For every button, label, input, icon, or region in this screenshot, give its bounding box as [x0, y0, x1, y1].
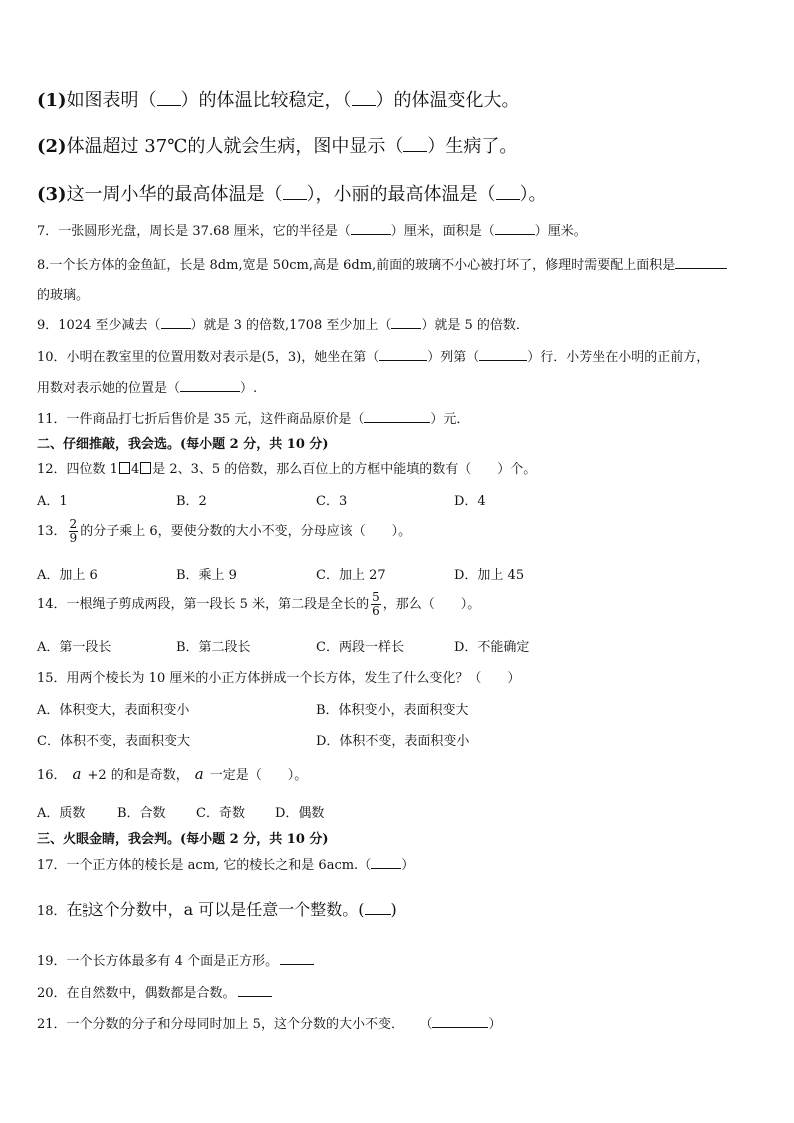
answer-blank[interactable] [371, 856, 401, 869]
q12-option-d[interactable]: D．4 [454, 494, 486, 509]
question-19 [37, 950, 314, 969]
answer-blank[interactable] [180, 379, 240, 392]
question-11 [37, 408, 469, 427]
q14-text-a: 14．一根绳子剪成两段，第一段长 5 米，第二段是全长的 [37, 597, 370, 612]
q16-prefix: 16． [37, 768, 67, 783]
q20-text-a: 20．在自然数中，偶数都是合数。 [37, 986, 236, 1001]
question-10-cont [37, 377, 257, 396]
q13-option-d[interactable]: D．加上 45 [454, 568, 525, 583]
q14-option-a[interactable]: A．第一段长 [37, 640, 112, 655]
question-9 [37, 314, 529, 333]
q19-text-a: 19．一个长方体最多有 4 个面是正方形。 [37, 954, 279, 969]
subquestion-2 [37, 132, 517, 158]
q17-text-b: ） [401, 858, 415, 873]
q8-text-a: 8.一个长方体的金鱼缸，长是 8dm,宽是 50cm,高是 6dm,前面的玻璃不小心被打坏了，修理时需要配上面积是 [37, 258, 676, 273]
digit-box[interactable] [140, 462, 151, 474]
question-8 [37, 254, 727, 273]
q12-text-c: 是 2、3、5 的倍数，那么百位上的方框中能填的数有（ ）个。 [152, 462, 537, 477]
q14-text-b: ，那么（ ）。 [382, 597, 481, 612]
sq2-text-b: ）生病了。 [427, 136, 518, 157]
answer-blank[interactable] [365, 900, 391, 915]
answer-blank[interactable] [495, 222, 535, 235]
q18-text-b: 这个分数中，a 可以是任意一个整数。( [87, 900, 365, 919]
question-8-cont [37, 284, 89, 303]
q21-text-c: ） [488, 1017, 502, 1032]
q10-text-c: ）行．小芳坐在小明的正前方， [527, 350, 710, 365]
q14-option-d[interactable]: D．不能确定 [454, 640, 530, 655]
variable-a: a [194, 765, 204, 783]
q10-text-b: ）列第（ [427, 350, 480, 365]
q16-text-b: 一定是（ ）。 [209, 768, 308, 783]
q14-option-c[interactable]: C．两段一样长 [316, 640, 404, 655]
q16-option-c[interactable]: C．奇数 [196, 806, 245, 821]
question-17 [37, 854, 414, 873]
question-21 [37, 1013, 501, 1032]
answer-blank[interactable] [238, 984, 272, 997]
sq1-number: (1) [37, 90, 67, 111]
q10-text-d: 用数对表示她的位置是（ [37, 381, 181, 396]
answer-blank[interactable] [391, 316, 421, 329]
q9-text-b: ）就是 3 的倍数,1708 至少加上（ [190, 318, 392, 333]
sq3-text-b: ），小丽的最高体温是（ [306, 184, 496, 205]
q8-text-b: 的玻璃。 [37, 288, 90, 303]
q12-text-a: 12．四位数 1 [37, 462, 118, 477]
q15-option-b[interactable]: B．体积变小，表面积变大 [316, 703, 469, 718]
q16-option-a[interactable]: A．质数 [37, 806, 86, 821]
q9-text-a: 9．1024 至少减去（ [37, 318, 161, 333]
answer-blank[interactable] [161, 316, 191, 329]
q15-option-c[interactable]: C．体积不变，表面积变大 [37, 734, 190, 749]
sq1-text-c: ）的体温变化大。 [375, 90, 520, 111]
q12-option-a[interactable]: A．1 [37, 494, 68, 509]
fraction-2-9: $\frac{2}{9}$ [69, 517, 78, 545]
answer-blank[interactable] [352, 89, 376, 106]
variable-a: a [72, 765, 82, 783]
fraction-5-6: $\frac{5}{6}$ [372, 590, 380, 618]
q16-option-d[interactable]: D．偶数 [275, 806, 325, 821]
q7-text-a: 7．一张圆形光盘，周长是 37.68 厘米，它的半径是（ [37, 224, 351, 239]
sq3-number: (3) [37, 184, 67, 205]
sq1-text-a: 如图表明（ [66, 90, 157, 111]
q18-text-c: ) [390, 900, 397, 919]
q13-option-c[interactable]: C．加上 27 [316, 568, 386, 583]
question-20 [37, 982, 272, 1001]
answer-blank[interactable] [496, 183, 520, 200]
answer-blank[interactable] [675, 256, 727, 269]
answer-blank[interactable] [379, 348, 427, 361]
answer-blank[interactable] [157, 89, 181, 106]
section-3-title: 三、火眼金睛，我会判。(每小题 2 分，共 10 分) [37, 832, 329, 847]
subquestion-3 [37, 180, 547, 206]
q13-option-b[interactable]: B．乘上 9 [176, 568, 237, 583]
answer-blank[interactable] [479, 348, 527, 361]
q17-text-a: 17．一个正方体的棱长是 acm, 它的棱长之和是 6acm.（ [37, 858, 372, 873]
digit-box[interactable] [119, 462, 130, 474]
fraction-a-5: $\frac{a}{5}$ [82, 901, 88, 919]
answer-blank[interactable] [283, 183, 307, 200]
sq3-text-c: ）。 [519, 184, 547, 205]
sq2-number: (2) [37, 136, 67, 157]
question-14 [37, 591, 480, 618]
section-2-title: 二、仔细推敲，我会选。(每小题 2 分，共 10 分) [37, 437, 329, 452]
answer-blank[interactable] [351, 222, 391, 235]
question-7 [37, 220, 587, 239]
q13-option-a[interactable]: A．加上 6 [37, 568, 98, 583]
q11-text-b: ）元． [430, 412, 470, 427]
q7-text-b: ）厘米，面积是（ [390, 224, 495, 239]
answer-blank[interactable] [364, 410, 430, 423]
q11-text-a: 11．一件商品打七折后售价是 35 元，这件商品原价是（ [37, 412, 365, 427]
q15-text-a: 15．用两个棱长为 10 厘米的小正方体拼成一个长方体，发生了什么变化？（ ） [37, 671, 521, 686]
question-15 [37, 667, 520, 686]
q15-option-d[interactable]: D．体积不变，表面积变小 [316, 734, 470, 749]
q16-option-b[interactable]: B．合数 [117, 806, 166, 821]
q13-prefix: 13． [37, 524, 67, 539]
q12-text-b: 4 [130, 462, 140, 477]
q16-text-a: +2 的和是奇数， [87, 768, 189, 783]
answer-blank[interactable] [280, 952, 314, 965]
q7-text-c: ）厘米。 [534, 224, 587, 239]
question-12 [37, 458, 536, 477]
q14-option-b[interactable]: B．第二段长 [176, 640, 251, 655]
q18-prefix: 18． [37, 904, 67, 919]
subquestion-1 [37, 86, 520, 112]
sq1-text-b: ）的体温比较稳定，（ [180, 90, 352, 111]
answer-blank[interactable] [432, 1015, 488, 1028]
q10-text-e: ）. [240, 381, 258, 396]
question-10 [37, 346, 709, 365]
sq3-text-a: 这一周小华的最高体温是（ [66, 184, 283, 205]
q13-text-a: 的分子乘上 6，要使分数的大小不变，分母应该（ ）。 [80, 524, 412, 539]
answer-blank[interactable] [403, 135, 427, 152]
q18-text-a: 在 [66, 900, 83, 919]
q21-text-b: （ [425, 1017, 433, 1032]
question-13 [37, 518, 411, 545]
q12-option-c[interactable]: C．3 [316, 494, 348, 509]
q21-text-a: 21．一个分数的分子和分母同时加上 5，这个分数的大小不变． [37, 1017, 404, 1032]
q12-option-b[interactable]: B．2 [176, 494, 207, 509]
question-16 [37, 764, 307, 783]
q9-text-c: ）就是 5 的倍数． [421, 318, 529, 333]
q10-text-a: 10．小明在教室里的位置用数对表示是(5，3)，她坐在第（ [37, 350, 380, 365]
q15-option-a[interactable]: A．体积变大，表面积变小 [37, 703, 190, 718]
question-18 [37, 897, 397, 920]
sq2-text-a: 体温超过 37℃的人就会生病，图中显示（ [66, 136, 404, 157]
